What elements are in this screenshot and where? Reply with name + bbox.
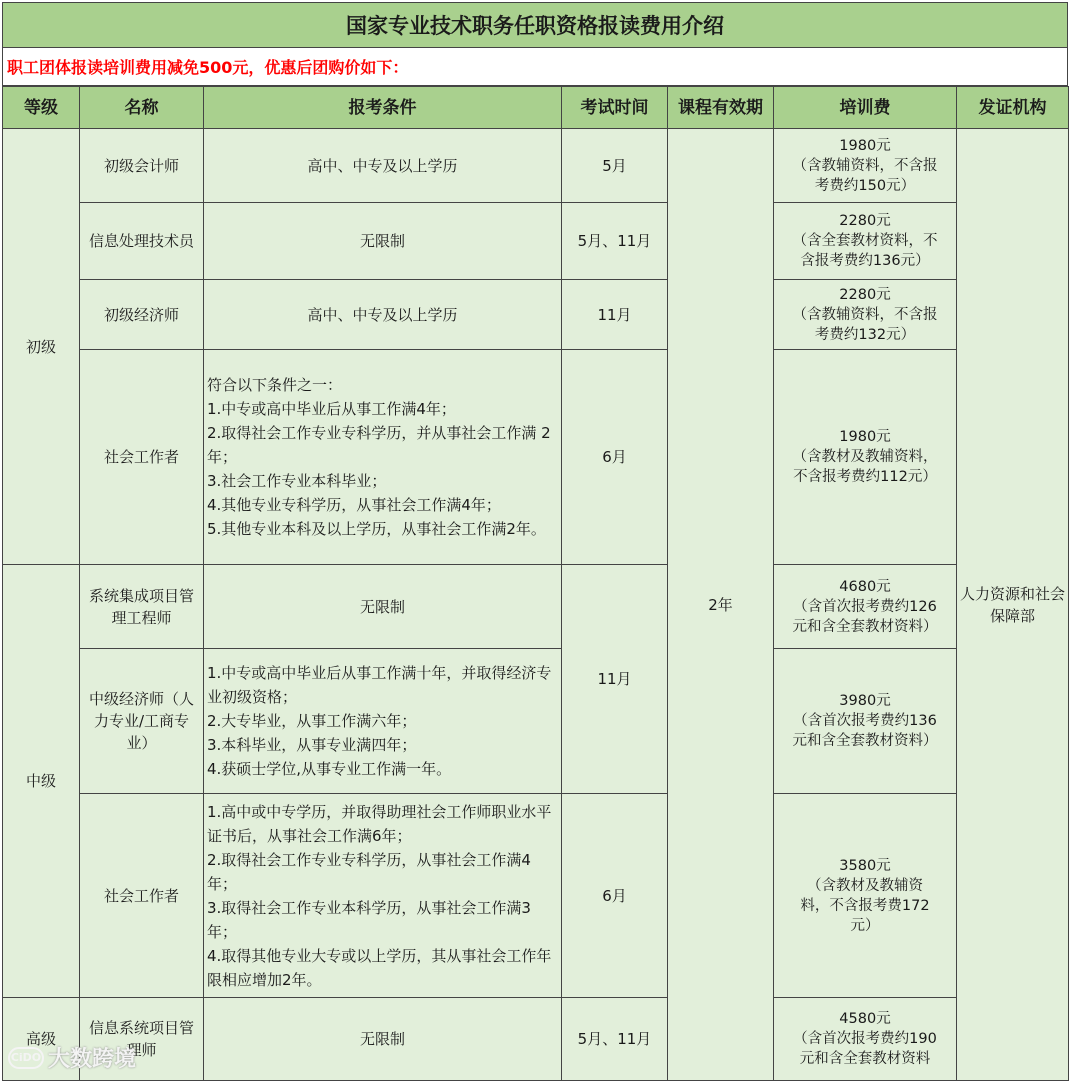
training-fee: 4680元 （含首次报考费约126 元和含全套教材资料）	[774, 565, 957, 649]
page-title: 国家专业技术职务任职资格报读费用介绍	[2, 2, 1068, 48]
training-fee: 3980元 （含首次报考费约136 元和含全套教材资料）	[774, 649, 957, 794]
course-validity: 2年	[668, 129, 774, 1081]
issuing-agency: 人力资源和社会保障部	[957, 129, 1069, 1081]
conditions: 无限制	[204, 203, 562, 280]
table-row	[3, 565, 1069, 649]
training-fee: 1980元 （含教材及教辅资料， 不含报考费约112元）	[774, 350, 957, 565]
level-senior: 高级	[3, 998, 80, 1081]
brand-logo-icon: CiDO	[8, 1047, 44, 1069]
header-issuer: 发证机构	[957, 87, 1069, 129]
header-level: 等级	[3, 87, 80, 129]
conditions: 无限制	[204, 998, 562, 1081]
header-fee: 培训费	[774, 87, 957, 129]
conditions: 高中、中专及以上学历	[204, 129, 562, 203]
cert-name: 初级经济师	[80, 280, 204, 350]
conditions: 高中、中专及以上学历	[204, 280, 562, 350]
watermark	[8, 1042, 136, 1073]
exam-time: 5月、11月	[562, 998, 668, 1081]
conditions: 无限制	[204, 565, 562, 649]
exam-time: 6月	[562, 794, 668, 998]
cert-name: 系统集成项目管理工程师	[80, 565, 204, 649]
table-row	[3, 649, 1069, 794]
cert-name: 中级经济师（人力专业/工商专业）	[80, 649, 204, 794]
header-row	[3, 87, 1069, 129]
exam-time: 5月、11月	[562, 203, 668, 280]
cert-name: 社会工作者	[80, 350, 204, 565]
training-fee: 2280元 （含全套教材资料，不 含报考费约136元）	[774, 203, 957, 280]
watermark-text: 大数跨境	[48, 1047, 137, 1072]
training-fee: 4580元 （含首次报考费约190 元和含全套教材资料	[774, 998, 957, 1081]
table-row	[3, 129, 1069, 203]
exam-time: 6月	[562, 350, 668, 565]
training-fee: 3580元 （含教材及教辅资 料，不含报考费172 元）	[774, 794, 957, 998]
exam-time: 11月	[562, 565, 668, 794]
conditions: 1.高中或中专学历，并取得助理社会工作师职业水平证书后，从事社会工作满6年； 2.取得社会工作专业专科学历，从事社会工作满4年； 3.取得社会工作专业本科学历，从事社会工作满3年； 4.取得其他专业大专或以上学历，其从事社会工作年限相应增加2年。	[204, 794, 562, 998]
level-middle: 中级	[3, 565, 80, 998]
cert-name: 初级会计师	[80, 129, 204, 203]
header-conditions: 报考条件	[204, 87, 562, 129]
training-fee: 1980元 （含教辅资料，不含报 考费约150元）	[774, 129, 957, 203]
header-name: 名称	[80, 87, 204, 129]
conditions: 符合以下条件之一： 1.中专或高中毕业后从事工作满4年； 2.取得社会工作专业专科学历，并从事社会工作满 2 年； 3.社会工作专业本科毕业； 4.其他专业专科学历，从事社会工作满4年； 5.其他专业本科及以上学历，从事社会工作满2年。	[204, 350, 562, 565]
cert-name: 信息系统项目管理师	[80, 998, 204, 1081]
table-row	[3, 350, 1069, 565]
cert-name: 社会工作者	[80, 794, 204, 998]
exam-time: 11月	[562, 280, 668, 350]
table-row	[3, 280, 1069, 350]
table-row	[3, 794, 1069, 998]
table-row	[3, 203, 1069, 280]
discount-notice: 职工团体报读培训费用减免500元，优惠后团购价如下：	[2, 48, 1068, 86]
level-junior: 初级	[3, 129, 80, 565]
header-validity: 课程有效期	[668, 87, 774, 129]
fee-table	[2, 86, 1069, 1081]
exam-time: 5月	[562, 129, 668, 203]
training-fee: 2280元 （含教辅资料，不含报 考费约132元）	[774, 280, 957, 350]
table-row	[3, 998, 1069, 1081]
cert-name: 信息处理技术员	[80, 203, 204, 280]
header-exam-time: 考试时间	[562, 87, 668, 129]
conditions: 1.中专或高中毕业后从事工作满十年，并取得经济专业初级资格； 2.大专毕业，从事工作满六年； 3.本科毕业，从事专业满四年； 4.获硕士学位,从事专业工作满一年。	[204, 649, 562, 794]
